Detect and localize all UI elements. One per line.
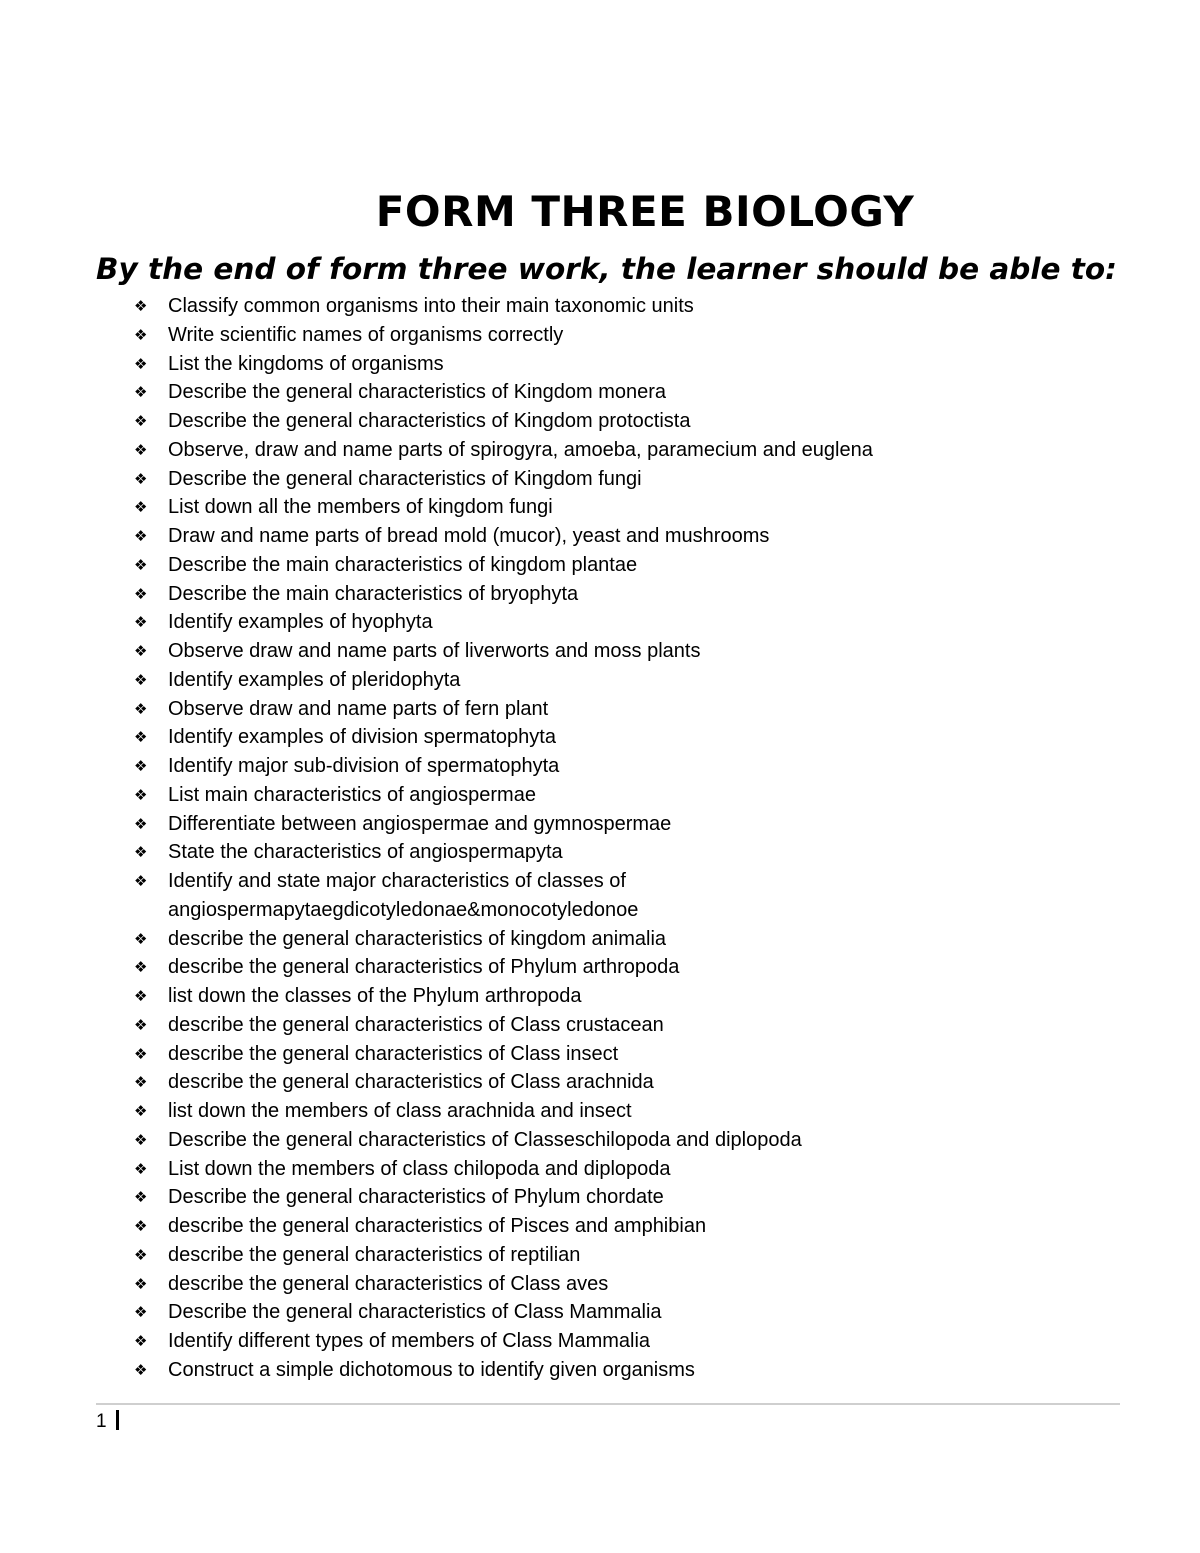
page-subtitle: By the end of form three work, the learner should be able to: — [96, 252, 1117, 286]
diamond-bullet-icon: ❖ — [134, 1073, 148, 1092]
list-item-text: State the characteristics of angiospermapyta — [168, 841, 563, 864]
list-item — [134, 781, 1134, 810]
list-item — [134, 838, 1134, 867]
diamond-bullet-icon: ❖ — [134, 987, 148, 1005]
list-item — [134, 1212, 1134, 1241]
list-item — [134, 1011, 1134, 1040]
diamond-bullet-icon: ❖ — [134, 728, 148, 747]
list-item — [134, 551, 1134, 580]
list-item-text: Classify common organisms into their main taxonomic units — [168, 295, 694, 317]
footer-divider — [96, 1403, 1120, 1405]
list-item-text: Observe draw and name parts of fern plant — [168, 697, 549, 720]
list-item — [134, 350, 1134, 379]
diamond-bullet-icon: ❖ — [134, 412, 148, 430]
page-number-separator — [116, 1410, 119, 1430]
list-item-text: Draw and name parts of bread mold (mucor), yeast and mushrooms — [168, 525, 770, 547]
diamond-bullet-icon: ❖ — [134, 699, 148, 718]
list-item — [134, 493, 1134, 522]
diamond-bullet-icon: ❖ — [134, 843, 148, 862]
diamond-bullet-icon: ❖ — [134, 555, 148, 574]
list-item — [134, 666, 1134, 695]
list-item — [134, 723, 1134, 752]
diamond-bullet-icon: ❖ — [134, 1015, 148, 1034]
diamond-bullet-icon: ❖ — [134, 498, 148, 517]
list-item-text: describe the general characteristics of kingdom animalia — [168, 927, 667, 950]
list-item — [134, 810, 1134, 839]
list-item — [134, 465, 1134, 494]
list-item — [134, 436, 1134, 465]
list-item-text: Construct a simple dichotomous to identify given organisms — [168, 1358, 695, 1381]
diamond-bullet-icon: ❖ — [134, 785, 148, 804]
diamond-bullet-icon: ❖ — [134, 584, 148, 603]
page-number: 1 — [96, 1411, 107, 1432]
list-item — [134, 695, 1134, 724]
list-item-text: List down the members of class chilopoda and diplopoda — [168, 1157, 671, 1180]
diamond-bullet-icon: ❖ — [134, 1303, 148, 1322]
list-item — [134, 982, 1134, 1011]
diamond-bullet-icon: ❖ — [134, 872, 148, 890]
list-item-text: list down the classes of the Phylum arthropoda — [168, 985, 582, 1007]
page-footer — [96, 1408, 119, 1436]
list-item — [134, 1356, 1134, 1385]
list-item — [134, 1040, 1134, 1069]
list-item — [134, 580, 1134, 609]
list-item — [134, 1126, 1134, 1155]
list-item-text: describe the general characteristics of Class aves — [168, 1272, 609, 1295]
list-item — [134, 752, 1134, 781]
list-item-text: Describe the main characteristics of kingdom plantae — [168, 553, 638, 576]
list-item-text: describe the general characteristics of Phylum arthropoda — [168, 956, 680, 979]
diamond-bullet-icon: ❖ — [134, 440, 148, 459]
diamond-bullet-icon: ❖ — [134, 1159, 148, 1178]
diamond-bullet-icon: ❖ — [134, 527, 148, 545]
diamond-bullet-icon: ❖ — [134, 1245, 148, 1264]
list-item-text: List the kingdoms of organisms — [168, 352, 444, 375]
list-item — [134, 867, 1134, 925]
list-item-text: describe the general characteristics of Pisces and amphibian — [168, 1215, 707, 1237]
diamond-bullet-icon: ❖ — [134, 929, 148, 948]
list-item-text: describe the general characteristics of Class insect — [168, 1042, 619, 1065]
list-item-text: describe the general characteristics of Class crustacean — [168, 1013, 664, 1036]
list-item — [134, 637, 1134, 666]
list-item-text: angiospermapytaegdicotyledonae&monocotyledonoe — [168, 898, 639, 921]
list-item-text: Describe the main characteristics of bryophyta — [168, 582, 579, 605]
list-item-text: List main characteristics of angiospermae — [168, 783, 536, 806]
learning-objectives-list — [134, 292, 1134, 1385]
list-item-text: List down all the members of kingdom fungi — [168, 496, 553, 519]
list-item — [134, 608, 1134, 637]
list-item-text: Identify and state major characteristics of classes of — [168, 870, 626, 892]
list-item — [134, 1068, 1134, 1097]
diamond-bullet-icon: ❖ — [134, 1332, 148, 1350]
diamond-bullet-icon: ❖ — [134, 354, 148, 373]
diamond-bullet-icon: ❖ — [134, 297, 148, 315]
diamond-bullet-icon: ❖ — [134, 814, 148, 833]
diamond-bullet-icon: ❖ — [134, 1217, 148, 1235]
list-item-text: Identify different types of members of Class Mammalia — [168, 1330, 651, 1352]
diamond-bullet-icon: ❖ — [134, 958, 148, 977]
list-item-text: Describe the general characteristics of Kingdom monera — [168, 381, 667, 404]
list-item-text: Describe the general characteristics of Kingdom fungi — [168, 467, 642, 490]
list-item-text: Identify major sub-division of spermatophyta — [168, 755, 560, 777]
diamond-bullet-icon: ❖ — [134, 325, 148, 344]
list-item-text: Differentiate between angiospermae and gymnospermae — [168, 812, 672, 835]
list-item — [134, 1241, 1134, 1270]
list-item — [134, 953, 1134, 982]
list-item — [134, 1155, 1134, 1184]
list-item-text: list down the members of class arachnida and insect — [168, 1100, 632, 1122]
diamond-bullet-icon: ❖ — [134, 1274, 148, 1293]
list-item — [134, 321, 1134, 350]
list-item-text: Describe the general characteristics of Classeschilopoda and diplopoda — [168, 1128, 802, 1151]
diamond-bullet-icon: ❖ — [134, 1044, 148, 1063]
page-title: FORM THREE BIOLOGY — [375, 187, 915, 236]
list-item-text: describe the general characteristics of Class arachnida — [168, 1071, 654, 1094]
list-item — [134, 1327, 1134, 1356]
list-item-text: Write scientific names of organisms correctly — [168, 323, 564, 346]
diamond-bullet-icon: ❖ — [134, 1102, 148, 1120]
list-item-text: describe the general characteristics of reptilian — [168, 1243, 581, 1266]
list-item — [134, 522, 1134, 551]
list-item — [134, 1270, 1134, 1299]
diamond-bullet-icon: ❖ — [134, 642, 148, 660]
list-item — [134, 1183, 1134, 1212]
diamond-bullet-icon: ❖ — [134, 383, 148, 402]
list-item-text: Observe draw and name parts of liverworts and moss plants — [168, 640, 701, 662]
list-item-text: Identify examples of division spermatophyta — [168, 726, 556, 749]
list-item — [134, 1298, 1134, 1327]
diamond-bullet-icon: ❖ — [134, 613, 148, 632]
list-item-text: Observe, draw and name parts of spirogyra, amoeba, paramecium and euglena — [168, 438, 873, 461]
list-item-text: Describe the general characteristics of Phylum chordate — [168, 1186, 664, 1209]
diamond-bullet-icon: ❖ — [134, 1130, 148, 1149]
list-item — [134, 292, 1134, 321]
diamond-bullet-icon: ❖ — [134, 469, 148, 488]
diamond-bullet-icon: ❖ — [134, 670, 148, 689]
list-item-text: Identify examples of pleridophyta — [168, 668, 461, 691]
list-item — [134, 925, 1134, 954]
list-item-text: Describe the general characteristics of Kingdom protoctista — [168, 410, 691, 432]
list-item-text: Identify examples of hyophyta — [168, 611, 433, 634]
diamond-bullet-icon: ❖ — [134, 757, 148, 775]
list-item — [134, 407, 1134, 436]
diamond-bullet-icon: ❖ — [134, 1188, 148, 1207]
list-item — [134, 1097, 1134, 1126]
diamond-bullet-icon: ❖ — [134, 1360, 148, 1379]
list-item-text: Describe the general characteristics of Class Mammalia — [168, 1301, 662, 1324]
list-item — [134, 378, 1134, 407]
